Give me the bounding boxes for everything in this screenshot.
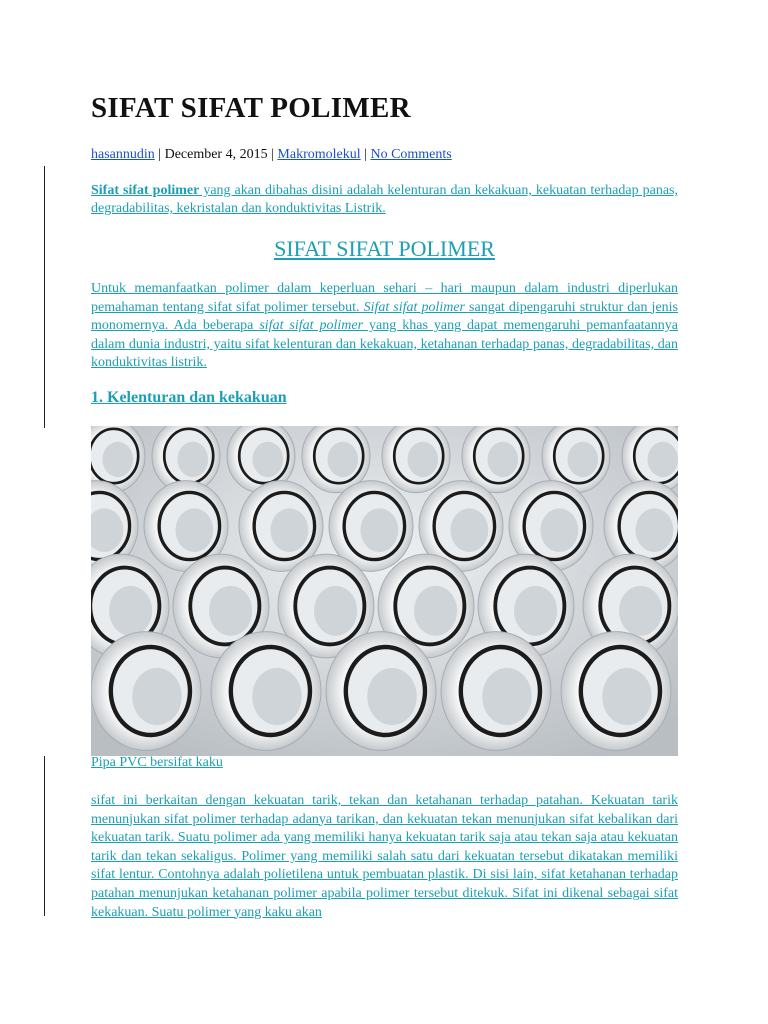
margin-bar-bottom xyxy=(44,756,45,916)
pipe-interior xyxy=(103,442,134,477)
pipe-interior xyxy=(541,508,579,552)
subsection-heading[interactable]: 1. Kelenturan dan kekakuan xyxy=(91,389,287,406)
intro-paragraph[interactable] xyxy=(91,182,678,218)
pipe-interior xyxy=(636,508,674,552)
author-link[interactable]: hasannudin xyxy=(91,147,155,162)
category-link[interactable]: Makromolekul xyxy=(277,147,361,162)
pipe-interior xyxy=(414,586,457,636)
section-heading[interactable]: SIFAT SIFAT POLIMER xyxy=(274,236,495,261)
pvc-pipes-image xyxy=(91,426,678,756)
comments-link[interactable]: No Comments xyxy=(370,147,452,162)
pipe-interior xyxy=(109,586,152,636)
pipe-interior xyxy=(209,586,252,636)
pipe-interior xyxy=(514,586,557,636)
para1-italic-1: Sifat sifat polimer xyxy=(363,299,465,315)
pipe-interior xyxy=(602,668,652,725)
intro-keyword: Sifat sifat polimer xyxy=(91,183,200,198)
intro-text: yang akan dibahas disini adalah kelenturan dan kekakuan, kekuatan terhadap panas, degradabilitas, kekristalan dan konduktivitas Listrik. xyxy=(91,183,678,216)
para1-text-2: sangat dipengaruhi struktur dan jenis monomernya. Ada beberapa xyxy=(91,299,678,334)
para1-italic-2: sifat sifat polimer xyxy=(259,318,364,334)
pipe-interior xyxy=(648,442,679,477)
page-title: SIFAT SIFAT POLIMER xyxy=(91,92,411,124)
pipe-interior xyxy=(568,442,599,477)
pipe-interior xyxy=(271,508,309,552)
pipe-interior xyxy=(367,668,417,725)
para1-text-3: yang khas yang dapat memengaruhi pemanfaatannya dalam dunia industri, yaitu sifat kelenturan dan kekakuan, ketahanan terhadap panas, degradabilitas, dan konduktivitas listrik. xyxy=(91,318,678,371)
meta-separator: | xyxy=(360,147,371,162)
margin-bar-top xyxy=(44,166,45,428)
pipe-interior xyxy=(314,586,357,636)
pipe-interior xyxy=(482,668,532,725)
post-meta xyxy=(91,147,452,163)
meta-separator: | xyxy=(267,147,278,162)
pipe-interior xyxy=(328,442,359,477)
pipe-interior xyxy=(361,508,399,552)
image-caption[interactable]: Pipa PVC bersifat kaku xyxy=(91,755,223,770)
meta-separator: | xyxy=(154,147,165,162)
pvc-pipes-illustration xyxy=(91,426,678,756)
body-paragraph-1[interactable] xyxy=(91,280,678,373)
pipe-interior xyxy=(408,442,439,477)
pipe-interior xyxy=(176,508,214,552)
post-date: December 4, 2015 xyxy=(164,147,268,162)
pipe-interior xyxy=(488,442,519,477)
pipe-interior xyxy=(178,442,209,477)
para1-text-1: Untuk memanfaatkan polimer dalam keperluan sehari – hari maupun dalam industri diperlukan pemahaman tentang sifat sifat polimer tersebut. xyxy=(91,281,678,315)
pipe-interior xyxy=(451,508,489,552)
pipe-interior xyxy=(253,442,284,477)
pipe-interior xyxy=(132,668,182,725)
pipe-interior xyxy=(619,586,662,636)
body-paragraph-2[interactable]: sifat ini berkaitan dengan kekuatan tarik, tekan dan ketahanan terhadap patahan. Kekuatan tarik menunjukan sifat polimer terhadap adanya tarikan, dan kekuatan tekan menunjukan sifat kebalikan dari kekuatan tarik. Suatu polimer ada yang memiliki hanya kekuatan tarik saja atau tekan saja atau kekuatan tarik dan tekan sekaligus. Polimer yang memiliki salah satu dari kekuatan tersebut dikatakan memiliki sifat lentur. Contohnya adalah polietilena untuk pembuatan plastik. Di sisi lain, sifat ketahanan terhadap patahan menunjukan ketahanan polimer apabila polimer tersebut ditekuk. Sifat ini dikenal sebagai sifat kekakuan. Suatu polimer yang kaku akan xyxy=(91,793,678,920)
pipe-interior xyxy=(252,668,302,725)
